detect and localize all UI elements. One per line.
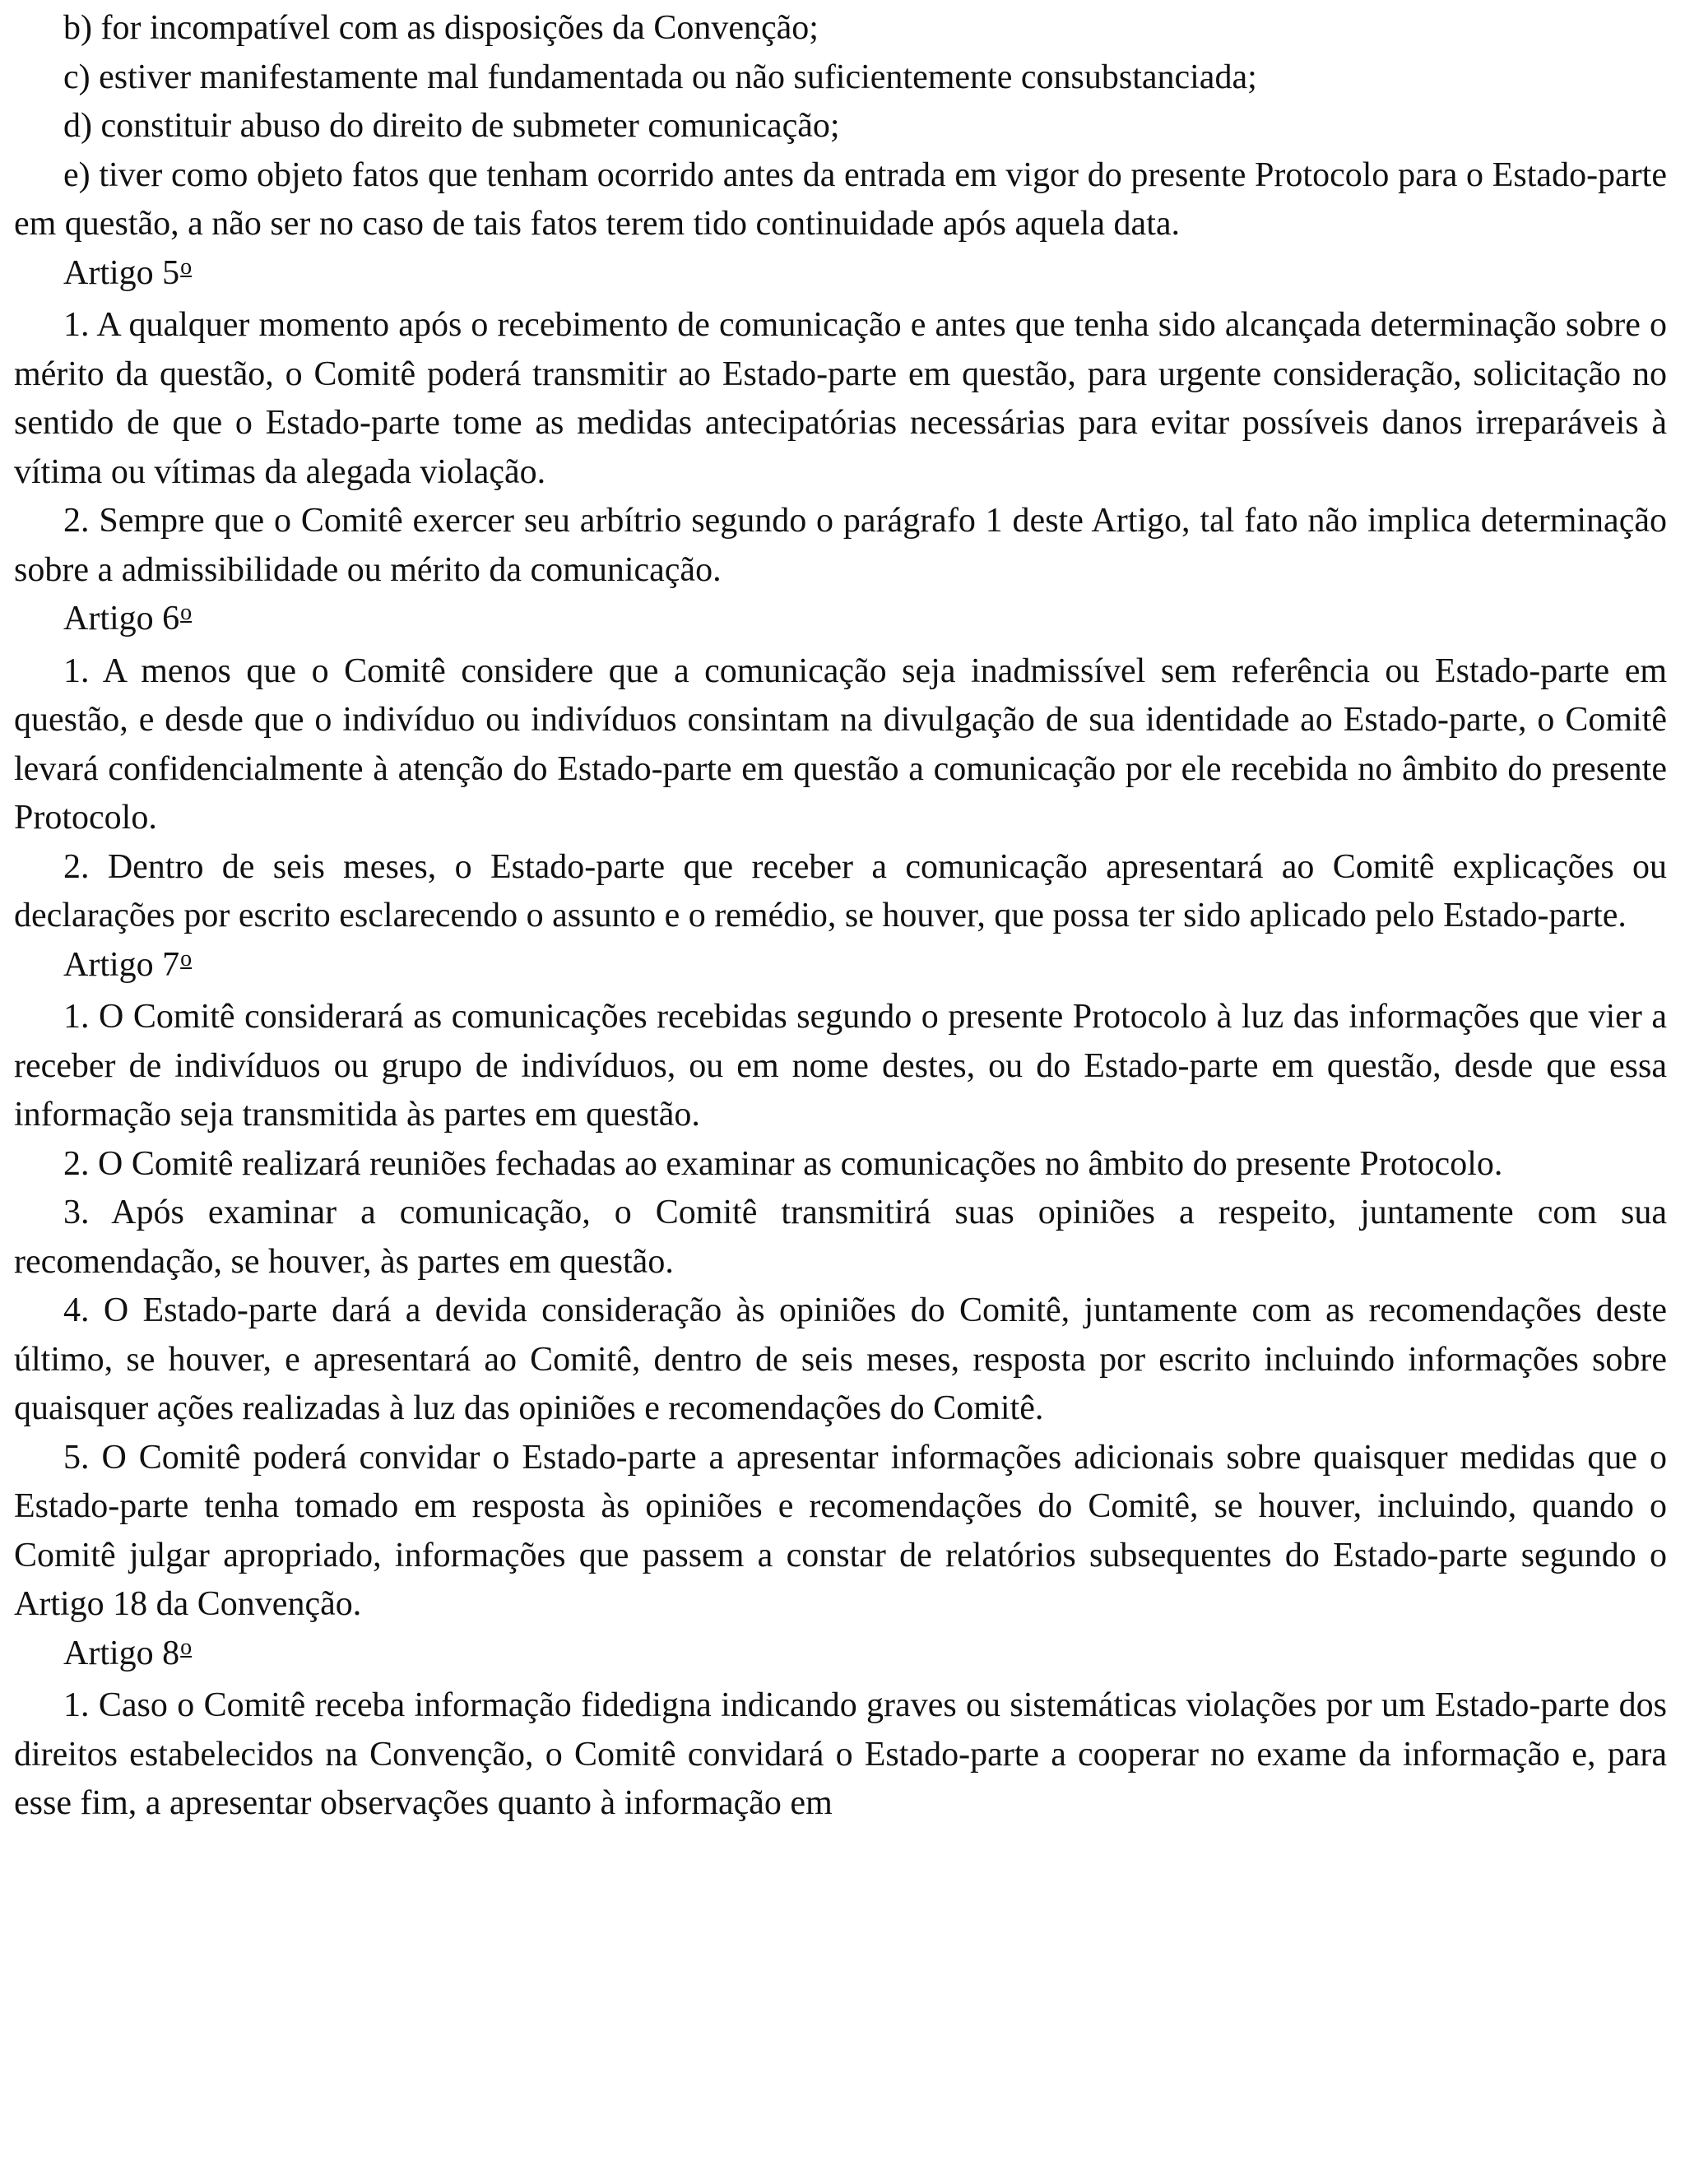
paragraph-item-b: b) for incompatível com as disposições da Convenção;: [63, 9, 819, 47]
article-8-paragraph-1: 1. Caso o Comitê receba informação fidedigna indicando graves ou sistemáticas violações por um Estado-parte dos direitos estabelecidos na Convenção, o Comitê convidará o Estado-parte a cooperar no exame da informação e, para esse fim, a apresentar observações quanto à informação em: [14, 1686, 1667, 1822]
document-page: [0, 4, 1685, 2184]
article-7-title: Artigo 7: [63, 945, 180, 984]
article-5-ordinal: o: [180, 253, 193, 280]
article-8-ordinal: o: [180, 1634, 193, 1660]
article-6-paragraph-1: 1. A menos que o Comitê considere que a comunicação seja inadmissível sem referência ou Estado-parte em questão, e desde que o indivíduo ou indivíduos consintam na divulgação de sua identidade ao Estado-parte, o Comitê levará confidencialmente à atenção do Estado-parte em questão a comunicação por ele recebida no âmbito do presente Protocolo.: [14, 651, 1667, 837]
article-5-paragraph-2: 2. Sempre que o Comitê exercer seu arbítrio segundo o parágrafo 1 deste Artigo, tal fato não implica determinação sobre a admissibilidade ou mérito da comunicação.: [14, 502, 1667, 589]
article-8-heading: [14, 1630, 1667, 1682]
article-7-ordinal: o: [180, 945, 193, 971]
article-6-ordinal: o: [180, 600, 193, 625]
article-7-paragraph-4: 4. O Estado-parte dará a devida consideração às opiniões do Comitê, juntamente com as recomendações deste último, se houver, e apresentará ao Comitê, dentro de seis meses, resposta por escrito incluindo informações sobre quaisquer ações realizadas à luz das opiniões e recomendações do Comitê.: [14, 1291, 1667, 1427]
article-5-title: Artigo 5: [63, 253, 180, 292]
article-7-paragraph-5: 5. O Comitê poderá convidar o Estado-parte a apresentar informações adicionais sobre quaisquer medidas que o Estado-parte tenha tomado em resposta às opiniões e recomendações do Comitê, se houver, incluindo, quando o Comitê julgar apropriado, informações que passem a constar de relatórios subsequentes do Estado-parte segundo o Artigo 18 da Convenção.: [14, 1438, 1667, 1623]
article-6-paragraph-2: 2. Dentro de seis meses, o Estado-parte que receber a comunicação apresentará ao Comitê explicações ou declarações por escrito esclarecendo o assunto e o remédio, se houver, que possa ter sido aplicado pelo Estado-parte.: [14, 847, 1667, 934]
article-7-paragraph-3: 3. Após examinar a comunicação, o Comitê transmitirá suas opiniões a respeito, juntamente com sua recomendação, se houver, às partes em questão.: [14, 1194, 1667, 1281]
article-7-paragraph-1: 1. O Comitê considerará as comunicações recebidas segundo o presente Protocolo à luz das informações que vier a receber de indivíduos ou grupo de indivíduos, ou em nome destes, ou do Estado-parte em questão, desde que essa informação seja transmitida às partes em questão.: [14, 998, 1667, 1134]
article-6-title: Artigo 6: [63, 600, 180, 638]
article-6-heading: [14, 595, 1667, 647]
article-5-paragraph-1: 1. A qualquer momento após o recebimento de comunicação e antes que tenha sido alcançada determinação sobre o mérito da questão, o Comitê poderá transmitir ao Estado-parte em questão, para urgente consideração, solicitação no sentido de que o Estado-parte tome as medidas antecipatórias necessárias para evitar possíveis danos irreparáveis à vítima ou vítimas da alegada violação.: [14, 306, 1667, 491]
paragraph-item-e: e) tiver como objeto fatos que tenham ocorrido antes da entrada em vigor do presente Protocolo para o Estado-parte em questão, a não ser no caso de tais fatos terem tido continuidade após aquela data.: [14, 155, 1667, 243]
article-8-title: Artigo 8: [63, 1634, 180, 1672]
paragraph-item-d: d) constituir abuso do direito de submeter comunicação;: [63, 107, 840, 145]
article-5-heading: [14, 249, 1667, 302]
article-7-heading: [14, 941, 1667, 994]
article-7-paragraph-2: 2. O Comitê realizará reuniões fechadas ao examinar as comunicações no âmbito do presente Protocolo.: [63, 1144, 1503, 1183]
paragraph-item-c: c) estiver manifestamente mal fundamentada ou não suficientemente consubstanciada;: [63, 58, 1257, 96]
